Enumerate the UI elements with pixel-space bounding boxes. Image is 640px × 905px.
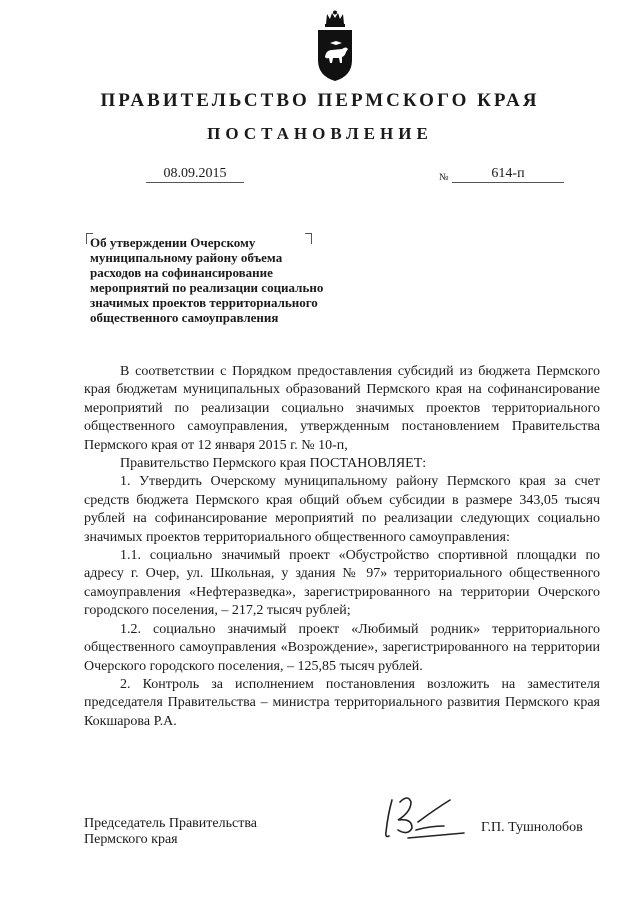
body-paragraph: 2. Контроль за исполнением постановления возложить на заместителя председателя Правительства – министра территориального развития Пермского края Кокшарова Р.А.	[84, 676, 600, 729]
document-body	[84, 363, 600, 731]
signer-position-line: Пермского края	[84, 832, 178, 847]
number-sign: №	[439, 172, 449, 183]
signer-position	[84, 816, 257, 848]
signature-icon	[378, 792, 470, 842]
body-paragraph: 1. Утвердить Очерскому муниципальному району Пермского края за счет средств бюджета Пермского края общий объем субсидии в размере 343,05 тысяч рублей на софинансирование мероприятий по реализации следующих социально значимых проектов территориального общественного самоуправления:	[84, 474, 600, 545]
signer-name: Г.П. Тушнолобов	[481, 820, 583, 835]
coat-of-arms-icon	[315, 10, 355, 82]
body-paragraph: Правительство Пермского края ПОСТАНОВЛЯЕТ:	[120, 456, 427, 472]
document-subject: Об утверждении Очерскому муниципальному району объема расходов на софинансирование мероприятий по реализации социально значимых проектов территориального общественного самоуправления	[90, 235, 324, 325]
signer-position-line: Председатель Правительства	[84, 816, 257, 831]
document-number: 614-п	[452, 165, 564, 183]
document-type: ПОСТАНОВЛЕНИЕ	[207, 124, 433, 143]
body-paragraph: 1.2. социально значимый проект «Любимый родник» территориального общественного самоуправления «Возрождение», зарегистрированного на территории Очерского городского поселения, – 125,85 тысяч рублей.	[84, 621, 600, 674]
body-paragraph: 1.1. социально значимый проект «Обустройство спортивной площадки по адресу г. Очер, ул. Школьная, у здания № 97» территориального общественного самоуправления «Нефтеразведка», зарегистрированного на территории Очерского городского поселения, – 217,2 тысяч рублей;	[84, 548, 600, 619]
organization-title: ПРАВИТЕЛЬСТВО ПЕРМСКОГО КРАЯ	[100, 90, 540, 111]
document-date: 08.09.2015	[146, 165, 244, 183]
body-paragraph: В соответствии с Порядком предоставления субсидий из бюджета Пермского края бюджетам муниципальных образований Пермского края на софинансирование мероприятий по реализации социально значимых проектов территориального общественного самоуправления, утвержденным постановлением Правительства Пермского края от 12 января 2015 г. № 10-п,	[84, 364, 600, 453]
